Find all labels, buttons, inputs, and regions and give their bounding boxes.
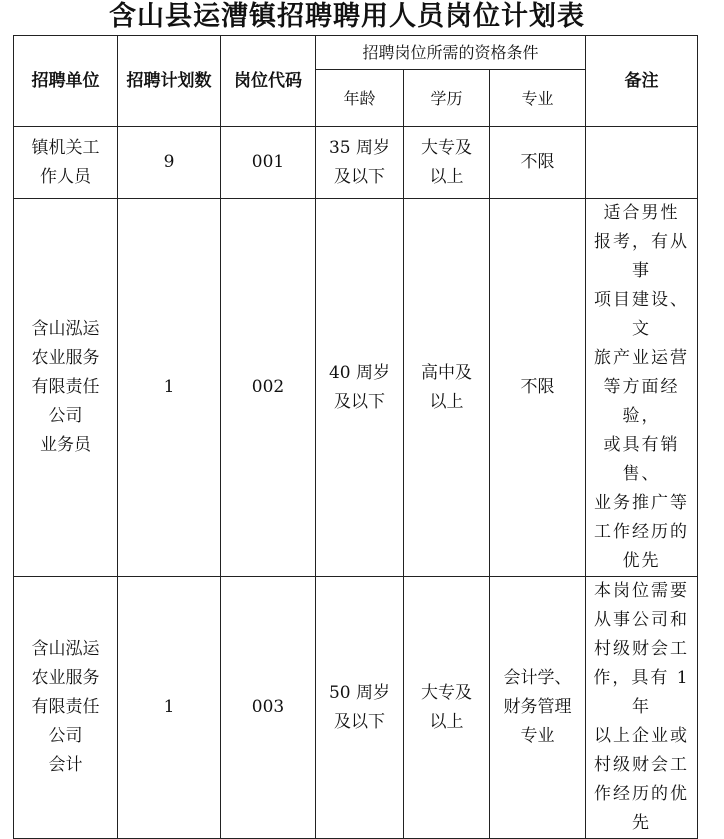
cell-remarks: 本岗位需要 从事公司和 村级财会工 作，具有 1 年 以上企业或 村级财会工 作经历的优 先 xyxy=(586,577,698,839)
cell-remarks xyxy=(586,127,698,199)
cell-age: 50 周岁 及以下 xyxy=(316,577,404,839)
header-major: 专业 xyxy=(490,70,586,127)
cell-plan: 1 xyxy=(118,199,221,577)
cell-plan: 9 xyxy=(118,127,221,199)
cell-code: 002 xyxy=(221,199,316,577)
table-row xyxy=(14,199,698,577)
position-plan-table xyxy=(13,35,698,839)
cell-age: 35 周岁 及以下 xyxy=(316,127,404,199)
cell-education: 大专及 以上 xyxy=(404,127,490,199)
cell-code: 003 xyxy=(221,577,316,839)
header-position-code: 岗位代码 xyxy=(221,36,316,127)
cell-major: 不限 xyxy=(490,127,586,199)
cell-unit: 镇机关工 作人员 xyxy=(14,127,118,199)
header-age: 年龄 xyxy=(316,70,404,127)
table-row xyxy=(14,127,698,199)
cell-unit: 含山泓运 农业服务 有限责任 公司 业务员 xyxy=(14,199,118,577)
cell-unit: 含山泓运 农业服务 有限责任 公司 会计 xyxy=(14,577,118,839)
header-unit: 招聘单位 xyxy=(14,36,118,127)
cell-major: 会计学、 财务管理 专业 xyxy=(490,577,586,839)
cell-education: 高中及 以上 xyxy=(404,199,490,577)
page-title: 含山县运漕镇招聘聘用人员岗位计划表 xyxy=(109,1,585,32)
cell-major: 不限 xyxy=(490,199,586,577)
header-remarks: 备注 xyxy=(586,36,698,127)
cell-education: 大专及 以上 xyxy=(404,577,490,839)
table-row xyxy=(14,577,698,839)
cell-age: 40 周岁 及以下 xyxy=(316,199,404,577)
header-qualification: 招聘岗位所需的资格条件 xyxy=(316,36,586,70)
header-education: 学历 xyxy=(404,70,490,127)
cell-plan: 1 xyxy=(118,577,221,839)
header-plan-count: 招聘计划数 xyxy=(118,36,221,127)
cell-remarks: 适合男性 报考，有从事 项目建设、文 旅产业运营 等方面经验， 或具有销售、 业务推广等 工作经历的 优先 xyxy=(586,199,698,577)
cell-code: 001 xyxy=(221,127,316,199)
